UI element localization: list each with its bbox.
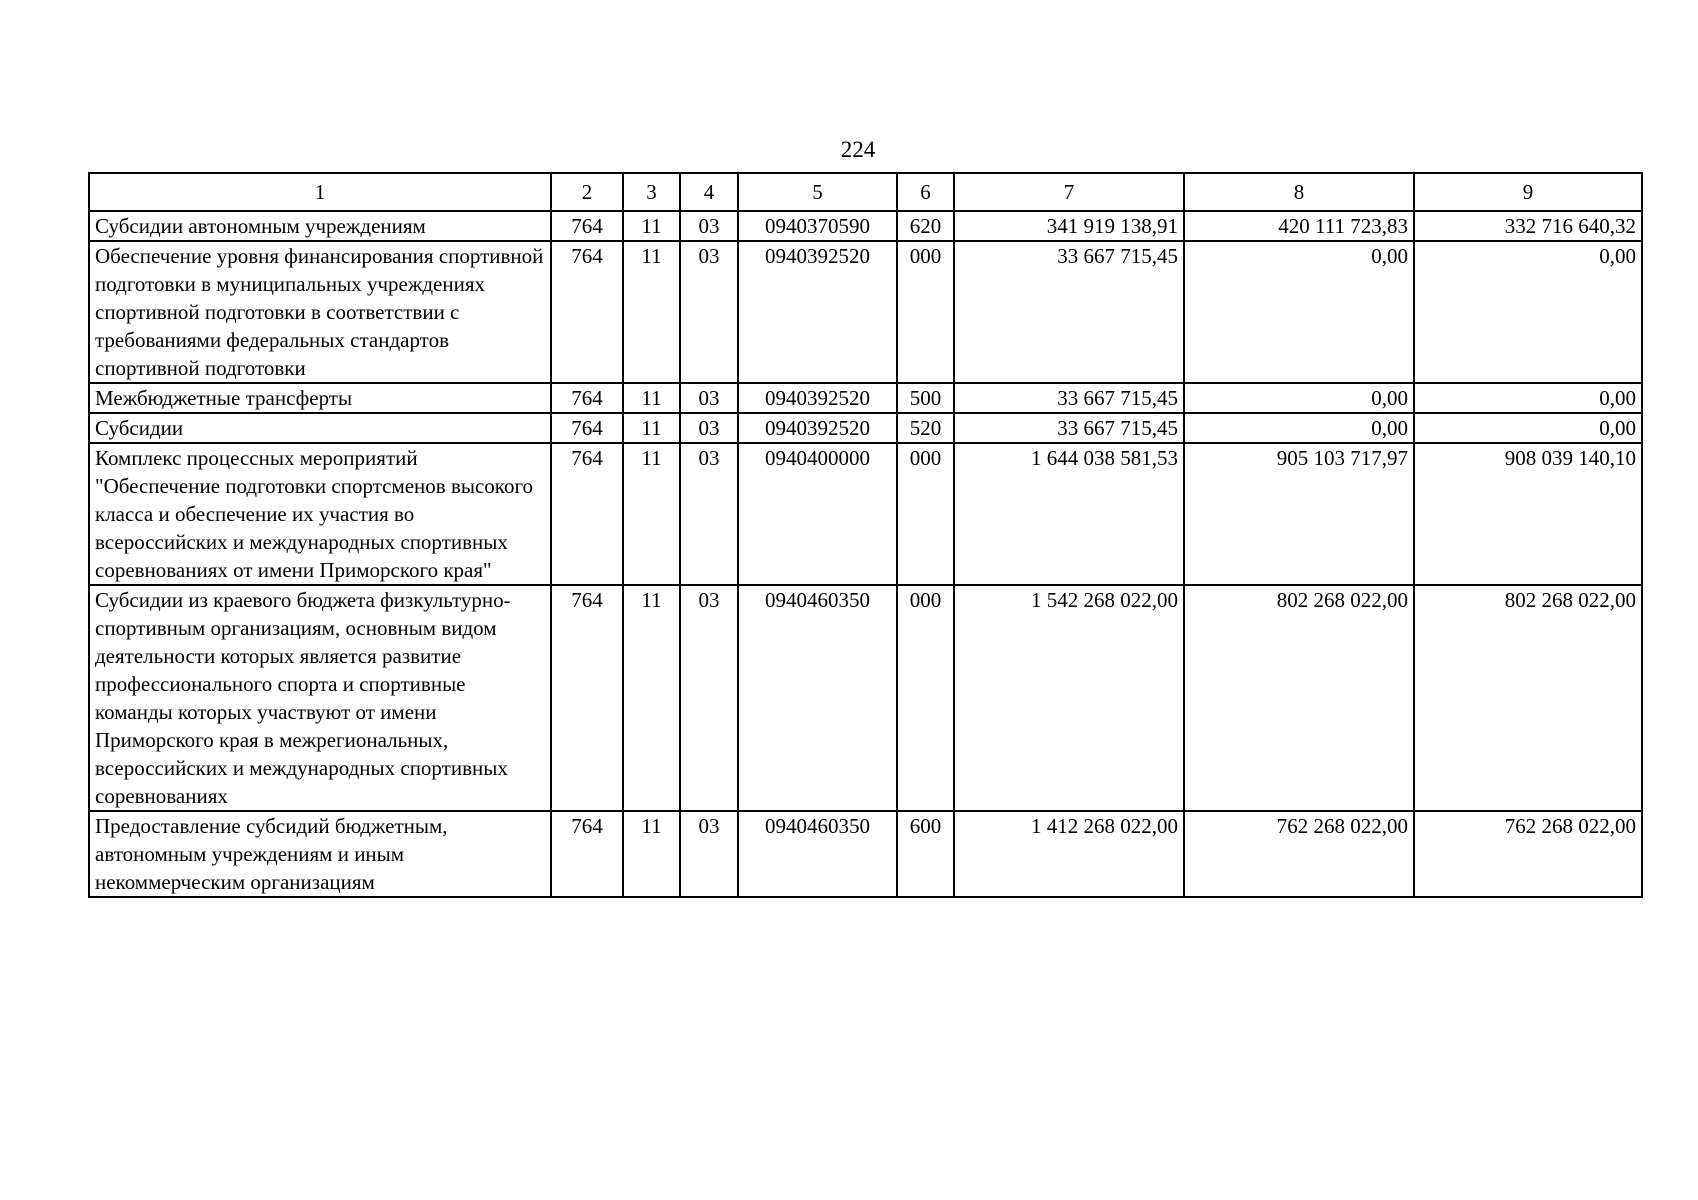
amount-col8: 0,00 <box>1184 383 1414 413</box>
amount-col7: 1 542 268 022,00 <box>954 585 1184 811</box>
target-article-code: 0940392520 <box>738 413 897 443</box>
subsection-code: 03 <box>680 443 738 585</box>
section-code: 11 <box>623 211 680 241</box>
expense-name: Субсидии автономным учреждениям <box>89 211 551 241</box>
table-row <box>89 383 1642 413</box>
page-number: 224 <box>840 137 876 162</box>
table-row <box>89 211 1642 241</box>
expense-name: Межбюджетные трансферты <box>89 383 551 413</box>
column-header: 6 <box>897 173 954 211</box>
expense-type-code: 500 <box>897 383 954 413</box>
amount-col9: 0,00 <box>1414 383 1642 413</box>
ministry-code: 764 <box>551 211 623 241</box>
target-article-code: 0940392520 <box>738 383 897 413</box>
amount-col9: 0,00 <box>1414 413 1642 443</box>
expense-name: Субсидии из краевого бюджета физкультурно-спортивным организациям, основным видом деятельности которых является развитие профессионального спорта и спортивные команды которых участвуют от имени Приморского края в межрегиональных, всероссийских и международных спортивных соревнованиях <box>89 585 551 811</box>
ministry-code: 764 <box>551 413 623 443</box>
section-code: 11 <box>623 585 680 811</box>
subsection-code: 03 <box>680 241 738 383</box>
column-number-row <box>89 173 1642 211</box>
expense-name: Обеспечение уровня финансирования спортивной подготовки в муниципальных учреждениях спортивной подготовки в соответствии с требованиями федеральных стандартов спортивной подготовки <box>89 241 551 383</box>
subsection-code: 03 <box>680 383 738 413</box>
column-header: 1 <box>89 173 551 211</box>
expense-type-code: 000 <box>897 585 954 811</box>
expense-name: Предоставление субсидий бюджетным, автономным учреждениям и иным некоммерческим организациям <box>89 811 551 897</box>
amount-col8: 420 111 723,83 <box>1184 211 1414 241</box>
expense-name: Комплекс процессных мероприятий "Обеспечение подготовки спортсменов высокого класса и обеспечение их участия во всероссийских и международных спортивных соревнованиях от имени Приморского края" <box>89 443 551 585</box>
expense-type-code: 000 <box>897 443 954 585</box>
subsection-code: 03 <box>680 811 738 897</box>
section-code: 11 <box>623 241 680 383</box>
subsection-code: 03 <box>680 413 738 443</box>
column-header: 9 <box>1414 173 1642 211</box>
table-row <box>89 811 1642 897</box>
target-article-code: 0940460350 <box>738 585 897 811</box>
subsection-code: 03 <box>680 211 738 241</box>
ministry-code: 764 <box>551 585 623 811</box>
expense-type-code: 620 <box>897 211 954 241</box>
column-header: 7 <box>954 173 1184 211</box>
amount-col8: 905 103 717,97 <box>1184 443 1414 585</box>
amount-col7: 33 667 715,45 <box>954 241 1184 383</box>
column-header: 3 <box>623 173 680 211</box>
column-header: 2 <box>551 173 623 211</box>
amount-col7: 1 644 038 581,53 <box>954 443 1184 585</box>
table-row <box>89 585 1642 811</box>
target-article-code: 0940400000 <box>738 443 897 585</box>
section-code: 11 <box>623 443 680 585</box>
section-code: 11 <box>623 811 680 897</box>
amount-col7: 1 412 268 022,00 <box>954 811 1184 897</box>
subsection-code: 03 <box>680 585 738 811</box>
amount-col8: 802 268 022,00 <box>1184 585 1414 811</box>
table-row <box>89 241 1642 383</box>
budget-table <box>88 172 1643 898</box>
column-header: 4 <box>680 173 738 211</box>
target-article-code: 0940370590 <box>738 211 897 241</box>
amount-col9: 0,00 <box>1414 241 1642 383</box>
amount-col7: 341 919 138,91 <box>954 211 1184 241</box>
section-code: 11 <box>623 413 680 443</box>
table-row <box>89 443 1642 585</box>
column-header: 8 <box>1184 173 1414 211</box>
amount-col9: 908 039 140,10 <box>1414 443 1642 585</box>
amount-col8: 0,00 <box>1184 413 1414 443</box>
expense-name: Субсидии <box>89 413 551 443</box>
amount-col7: 33 667 715,45 <box>954 413 1184 443</box>
amount-col9: 762 268 022,00 <box>1414 811 1642 897</box>
amount-col7: 33 667 715,45 <box>954 383 1184 413</box>
amount-col9: 802 268 022,00 <box>1414 585 1642 811</box>
expense-type-code: 600 <box>897 811 954 897</box>
ministry-code: 764 <box>551 241 623 383</box>
section-code: 11 <box>623 383 680 413</box>
expense-type-code: 000 <box>897 241 954 383</box>
amount-col8: 0,00 <box>1184 241 1414 383</box>
target-article-code: 0940392520 <box>738 241 897 383</box>
amount-col9: 332 716 640,32 <box>1414 211 1642 241</box>
column-header: 5 <box>738 173 897 211</box>
ministry-code: 764 <box>551 811 623 897</box>
ministry-code: 764 <box>551 443 623 585</box>
expense-type-code: 520 <box>897 413 954 443</box>
ministry-code: 764 <box>551 383 623 413</box>
table-row <box>89 413 1642 443</box>
target-article-code: 0940460350 <box>738 811 897 897</box>
amount-col8: 762 268 022,00 <box>1184 811 1414 897</box>
